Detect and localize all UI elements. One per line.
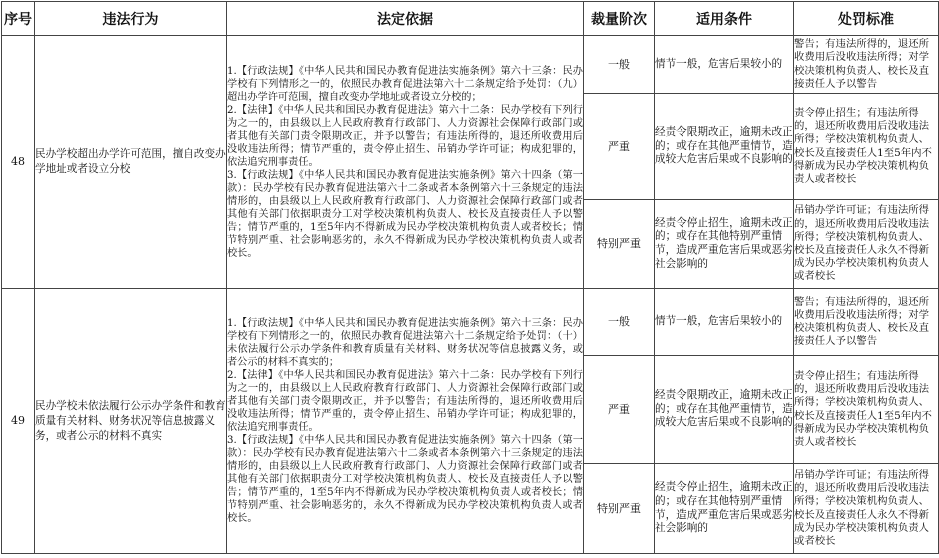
condition-general: 情节一般，危害后果较小的 (655, 289, 794, 356)
header-seq: 序号 (2, 2, 35, 36)
legal-basis (227, 289, 584, 554)
level-general: 一般 (584, 289, 655, 356)
row-seq: 48 (2, 36, 35, 289)
legal-basis (227, 36, 584, 289)
header-basis: 法定依据 (227, 2, 584, 36)
level-very-serious: 特别严重 (584, 200, 655, 289)
violation-description: 民办学校未依法履行公示办学条件和教育质量有关材料、财务状况等信息披露义务，或者公示的材料不真实 (35, 289, 227, 554)
condition-general: 情节一般，危害后果较小的 (655, 36, 794, 94)
header-penalty: 处罚标准 (794, 2, 939, 36)
header-row (2, 2, 939, 36)
header-condition: 适用条件 (655, 2, 794, 36)
header-violation: 违法行为 (35, 2, 227, 36)
level-serious: 严重 (584, 356, 655, 464)
basis-clause: 1.【行政法规】《中华人民共和国民办教育促进法实施条例》第六十三条：民办学校有下列情形之一的，依照民办教育促进法第六十二条规定给予处罚：（九）超出办学许可范围，擅自改变办学地址或者设立分校的； (227, 65, 583, 103)
level-serious: 严重 (584, 94, 655, 200)
table-row (2, 36, 939, 94)
basis-clause: 2.【法律】《中华人民共和国民办教育促进法》第六十二条：民办学校有下列行为之一的，由县级以上人民政府教育行政部门、人力资源社会保障行政部门或者其他有关部门责令限期改正，并予以警告；有违法所得的，退还所收费用后没收违法所得；情节严重的，责令停止招生、吊销办学许可证；构成犯罪的，依法追究刑事责任。 (227, 104, 583, 168)
penalty-serious: 责令停止招生；有违法所得的，退还所收费用后没收违法所得；学校决策机构负责人、校长及直接责任人1至5年内不得新成为民办学校决策机构负责人或者校长 (794, 356, 939, 464)
condition-serious: 经责令限期改正，逾期未改正的；或存在其他严重情节，造成较大危害后果或不良影响的 (655, 94, 794, 200)
basis-clause: 1.【行政法规】《中华人民共和国民办教育促进法实施条例》第六十三条：民办学校有下列情形之一的，依照民办教育促进法第六十二条规定给予处罚：（十）未依法履行公示办学条件和教育质量有关材料、财务状况等信息披露义务，或者公示的材料不真实的； (227, 318, 583, 368)
penalty-general: 警告；有违法所得的，退还所收费用后没收违法所得；对学校决策机构负责人、校长及直接责任人予以警告 (794, 36, 939, 94)
penalty-very-serious: 吊销办学许可证；有违法所得的，退还所收费用后没收违法所得；学校决策机构负责人、校长及直接责任人永久不得新成为民办学校决策机构负责人或者校长 (794, 200, 939, 289)
table-row (2, 289, 939, 356)
level-very-serious: 特别严重 (584, 464, 655, 554)
penalty-serious: 责令停止招生；有违法所得的，退还所收费用后没收违法所得；学校决策机构负责人、校长及直接责任人1至5年内不得新成为民办学校决策机构负责人或者校长 (794, 94, 939, 200)
condition-very-serious: 经责令停止招生，逾期未改正的；或存在其他特别严重情节，造成严重危害后果或恶劣社会影响的 (655, 200, 794, 289)
penalty-very-serious: 吊销办学许可证；有违法所得的，退还所收费用后没收违法所得；学校决策机构负责人、校长及直接责任人永久不得新成为民办学校决策机构负责人或者校长 (794, 464, 939, 554)
basis-clause: 2.【法律】《中华人民共和国民办教育促进法》第六十二条：民办学校有下列行为之一的，由县级以上人民政府教育行政部门、人力资源社会保障行政部门或者其他有关部门责令限期改正，并予以警告；有违法所得的，退还所收费用后没收违法所得；情节严重的，责令停止招生、吊销办学许可证；构成犯罪的，依法追究刑事责任。 (227, 370, 583, 433)
basis-clause: 3.【行政法规】《中华人民共和国民办教育促进法实施条例》第六十四条（第一款）：民办学校有民办教育促进法第六十二条或者本条例第六十三条规定的违法情形的，由县级以上人民政府教育行政部门、人力资源社会保障行政部门或者其他有关部门依据职责分工对学校决策机构负责人、校长及直接责任人予以警告；情节严重的，1至5年内不得新成为民办学校决策机构负责人或者校长；情节特别严重、社会影响恶劣的，永久不得新成为民办学校决策机构负责人或者校长。 (227, 435, 583, 524)
row-seq: 49 (2, 289, 35, 554)
condition-serious: 经责令限期改正，逾期未改正的；或存在其他严重情节，造成较大危害后果或不良影响的 (655, 356, 794, 464)
basis-clause: 3.【行政法规】《中华人民共和国民办教育促进法实施条例》第六十四条（第一款）：民办学校有民办教育促进法第六十二条或者本条例第六十三条规定的违法情形的，由县级以上人民政府教育行政部门、人力资源社会保障行政部门或者其他有关部门依据职责分工对学校决策机构负责人、校长及直接责任人予以警告；情节严重的，1至5年内不得新成为民办学校决策机构负责人或者校长；情节特别严重、社会影响恶劣的，永久不得新成为民办学校决策机构负责人或者校长。 (227, 169, 583, 259)
penalty-discretion-table (1, 1, 939, 554)
violation-description: 民办学校超出办学许可范围，擅自改变办学地址或者设立分校 (35, 36, 227, 289)
header-level: 裁量阶次 (584, 2, 655, 36)
penalty-general: 警告；有违法所得的，退还所收费用后没收违法所得；对学校决策机构负责人、校长及直接责任人予以警告 (794, 289, 939, 356)
level-general: 一般 (584, 36, 655, 94)
condition-very-serious: 经责令停止招生，逾期未改正的；或存在其他特别严重情节，造成严重危害后果或恶劣社会影响的 (655, 464, 794, 554)
